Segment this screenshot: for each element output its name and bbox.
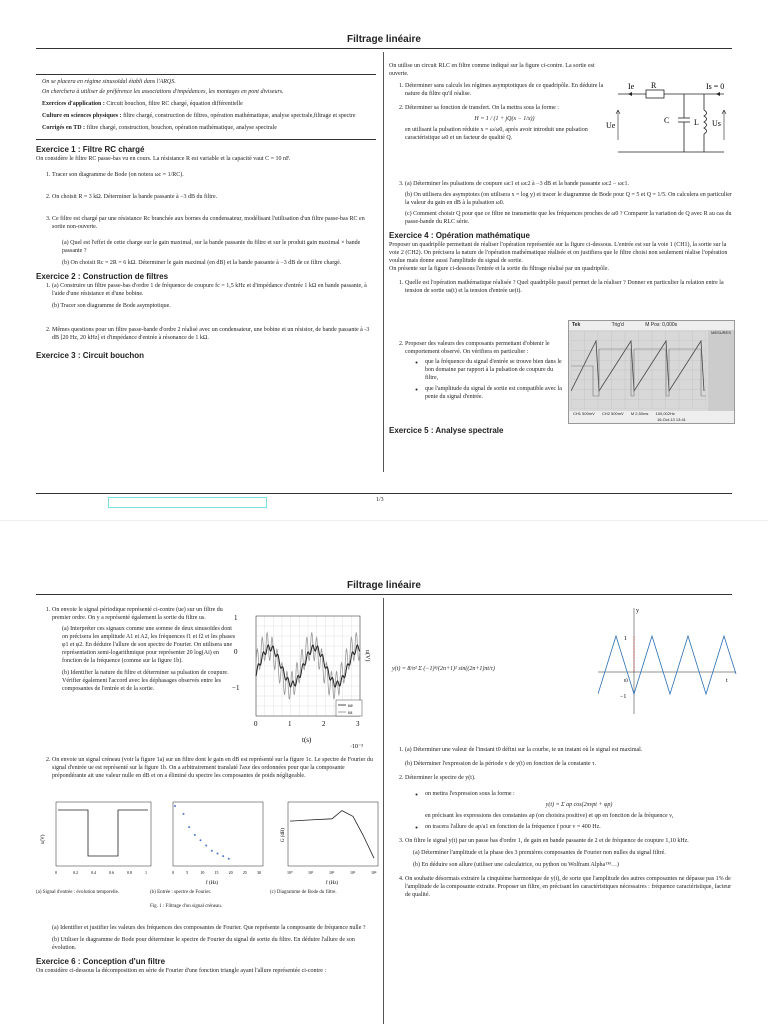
- main-x-exp: ·10⁻³: [350, 744, 363, 750]
- p2-right: [389, 746, 733, 905]
- spectrum-point: [174, 805, 176, 807]
- fourier-series: y(t) = 8/π² Σ (−1)ⁿ/(2n+1)² sin((2n+1)πt/τ): [392, 666, 495, 672]
- main-y-tick-m1: −1: [232, 684, 240, 692]
- p2-q2b: (b) Utiliser le diagramme de Bode pour déterminer le spectre de Fourier du signal de sortie du filtre. En déduire l'allure de son évolution.: [52, 937, 355, 951]
- ex2-q1b: (b) Tracer son diagramme de Bode asymptotique.: [52, 303, 171, 309]
- ex1-q3b: (b) On choisit Rc = 2R = 6 kΩ. Déterminer le gain maximal (en dB) et la bande passante à −3 dB de ce filtre chargé.: [62, 260, 342, 266]
- p2-left-top: [36, 606, 236, 699]
- ex6-intro: On considère ci-dessous la décomposition en série de Fourier d'une fonction triangle ayant l'allure représentée ci-contre :: [36, 968, 327, 974]
- scope-menu: MESURES: [708, 330, 734, 411]
- bode-x-tick: 10³: [350, 870, 356, 875]
- c-label: C: [664, 116, 670, 125]
- td-text: filtre chargé, construction, bouchon, opération mathématique, analyse spectrale: [86, 125, 277, 131]
- scope-grid: [571, 331, 706, 409]
- tri-xlabel: t: [726, 678, 728, 684]
- ex3-q2b: en utilisant la pulsation réduite x = ω/ω0, après avoir introduit une pulsation caractéristique ω0 et un facteur de qualité Q.: [405, 127, 588, 141]
- main-xlabel: t(s): [302, 736, 312, 744]
- p2-q1: 1. On envoie le signal périodique représenté ci-contre (ue) sur un filtre du premier ordre. On y a représenté également la sortie du filtre us. (a) Interpréter ces signaux comme une somme de deux sinusoïdes dont on précisera les amplitude A1 et A2, les fréquences f1 et f2 et les phases φ1 et φ2. En déduire l'allure de son spectre de Fourier. On utilisera une représentation semi-logarithmique pour représenter 20 log(Ai) en fonction de la fréquence (comme sur la figure 1b). (b) Identifier la nature du filtre et déterminer sa pulsation de coupure. Vérifier également l'accord avec les déphasages observés entre les composantes de l'entrée et de la sortie.: [52, 606, 236, 693]
- legend-us: us: [348, 711, 353, 716]
- ex3-q2: 2. Déterminer sa fonction de transfert. On la mettra sous la forme : H = 1 / (1 + jQ(x − 1/x)) en utilisant la pulsation réduite x = ω/ω0, après avoir introduit une pulsation caractéristique ω0 et un facteur de qualité Q.: [405, 104, 604, 142]
- app-text: Circuit bouchon, filtre RC chargé, équation différentielle: [106, 101, 243, 107]
- sp-x-tick: 5: [186, 870, 189, 875]
- r-q2: 2. Déterminer le spectre de y(t). ◦ on mettra l'expression sous la forme : y(t) = Σ ap cos(2πνpt + φp) en précisant les expressions des constantes ap (on choisira positive) et φp en fonction de la fréquence ν, ◦ on tracera l'allure de ap/a1 en fonction de la fréquence f pour ν = 400 Hz.: [405, 774, 733, 831]
- tri-t0: t0: [624, 679, 628, 684]
- spectrum-point: [217, 853, 219, 855]
- spectrum-point: [228, 858, 230, 860]
- figure-1-panels: [36, 798, 381, 888]
- ex2-q2: 2. Mêmes questions pour un filtre passe-bande d'ordre 2 réalisé avec un condensateur, une bobine et un résistor, de bande passante à -3 dB [20 Hz, 20 kHz] et d'impédance d'entrée à résonance de 1 kΩ.: [52, 326, 376, 342]
- spectrum-point: [222, 855, 224, 857]
- spectrum-point: [188, 826, 190, 828]
- main-x-tick-1: 1: [288, 720, 292, 728]
- bode-x-tick: 10²: [329, 870, 335, 875]
- r-formula: y(t) = Σ ap cos(2πνpt + φp): [545, 802, 613, 808]
- main-x-tick-2: 2: [322, 720, 326, 728]
- p2-q2a: (a) Identifier et justifier les valeurs des fréquences des composantes de Fourier. Que représente la composante de fréquence nulle ?: [52, 925, 366, 931]
- bode-x-tick: 10⁴: [371, 870, 377, 875]
- ie-label: Ie: [628, 82, 635, 91]
- sp-x-tick: 25: [242, 870, 247, 875]
- main-y-tick-1: 1: [234, 614, 238, 622]
- scope-date: 16-Oct-13 13:41: [657, 417, 686, 422]
- intro-line-1: On se placera en régime sinusoïdal établi dans l'ARQS.: [42, 79, 176, 85]
- ex1-q3a: (a) Quel est l'effet de cette charge sur le gain maximal, sur la bande passante du filtre et sur le produit gain maximal × bande passante ?: [62, 240, 361, 254]
- r-q1b: (b) Déterminer l'expression de la période ν de y(t) en fonction de la constante τ.: [405, 761, 596, 767]
- sp-x-tick: 10: [200, 870, 205, 875]
- r-q1: [405, 746, 733, 768]
- ex3-q1: 1. Déterminer sans calculs les régimes asymptotiques de ce quadripôle. En déduire la nature du filtre qu'il réalise.: [405, 82, 604, 98]
- r-q3a: (a) Déterminer l'amplitude et la phase des 3 premières composantes de Fourier non nulles du signal filtré.: [413, 850, 666, 856]
- column-divider-2: [383, 598, 384, 1024]
- intro-line-2: On cherchera à utiliser de préférence les associations d'impédances, les montages en pont diviseurs.: [42, 89, 284, 95]
- ex4-q1: 1. Quelle est l'opération mathématique réalisée ? Quel quadripôle passif permet de la réaliser ? Donner en particulier la relation entre la tension de sortie us(t) et la tension d'entrée ue(t).: [405, 279, 733, 295]
- ex3-title: Exercice 3 : Circuit bouchon: [36, 351, 145, 360]
- scope-brand: Tek: [572, 322, 581, 328]
- ex1-intro: On considère le filtre RC passe-bas vu en cours. La résistance R est variable et la capacité vaut C = 10 nF.: [36, 156, 291, 162]
- scope-ch2: CH2 500mV: [601, 411, 624, 416]
- scope-ch1: CH1 500mV: [573, 411, 595, 416]
- page-title: Filtrage linéaire: [36, 34, 732, 49]
- rlc-circuit-diagram: [606, 80, 734, 162]
- square-wave: [58, 810, 148, 856]
- sp-x-tick: 30: [257, 870, 261, 875]
- ex3-q3a: 3. (a) Déterminer les pulsations de coupure ωc1 et ωc2 à −3 dB et la bande passante ωc2 − ωc1.: [405, 181, 629, 187]
- scope-freq: 100,002Hz: [655, 411, 675, 416]
- r-b1b: en précisant les expressions des constantes ap (on choisira positive) et φp en fonction de la fréquence ν,: [425, 813, 674, 819]
- bode-x-tick: 10¹: [308, 870, 314, 875]
- sq-x-tick: 0.8: [127, 870, 132, 875]
- sq-x-tick: 0: [55, 870, 57, 875]
- ex4-q2: 2. Proposer des valeurs des composants permettant d'obtenir le comportement observé. On vérifiera en particulier : ◦ que la fréquence du signal d'entrée se trouve bien dans le bon domaine par rapport à la pulsation de coupure du filtre, ◦ que l'amplitude du signal de sortie est compatible avec la pente du signal d'entrée.: [405, 340, 564, 401]
- page-footer-line: [36, 493, 732, 494]
- page-gap: [0, 520, 768, 571]
- main-ylabel: u(V): [364, 650, 370, 662]
- p2-left-bottom: [36, 918, 376, 975]
- triangle-chart: [598, 604, 738, 724]
- p2-q1a: (a) Interpréter ces signaux comme une somme de deux sinusoïdes dont on précisera les amplitude A1 et A2, les fréquences f1 et f2 et les phases φ1 et φ2. En déduire l'allure de son spectre de Fourier. On utilisera une représentation semi-logarithmique pour représenter 20 log(Ai) en fonction de la fréquence (comme sur la figure 1b).: [62, 626, 236, 664]
- ex4-title: Exercice 4 : Opération mathématique: [389, 231, 530, 240]
- main-y-tick-0: 0: [234, 648, 238, 656]
- sp-x-tick: 20: [228, 870, 233, 875]
- culture-text: filtre chargé, construction de filtres, opération mathématique, analyse spectrale,filtrage et spectre: [123, 113, 356, 119]
- spectrum-point: [205, 845, 207, 847]
- bode-x-tick: 10⁰: [287, 870, 293, 875]
- l-label: L: [694, 118, 699, 127]
- bode-curve: [290, 811, 374, 859]
- spectrum-point: [200, 839, 202, 841]
- ex4-intro: Proposer un quadripôle permettant de réaliser l'opération représentée sur la figure ci-dessous. L'entrée est sur la voie 1 (CH1), la sortie sur la voie 2 (CH2). On précisera la nature de l'opération mathématique réalisée et on justifiera que le filtre choisi non seulement réalise l'opération voulue mais donne aussi l'amplitude du signal de sortie.: [389, 242, 728, 264]
- app-label: Exercices d'application :: [42, 101, 105, 107]
- page-link-box[interactable]: [108, 497, 267, 508]
- sq-x-tick: 0.4: [91, 870, 96, 875]
- caption-c: (c) Diagramme de Bode du filtre.: [270, 890, 337, 895]
- main-x-tick-0: 0: [254, 720, 258, 728]
- scope-footer: [569, 411, 734, 423]
- ex4-bullet-1: ◦ que la fréquence du signal d'entrée se trouve bien dans le bon domaine par rapport à la pulsation de coupure du filtre,: [425, 358, 564, 382]
- ex1-title: Exercice 1 : Filtre RC chargé: [36, 145, 145, 154]
- sp-x-tick: 0: [172, 870, 174, 875]
- tri-y-tick-m1: −1: [620, 694, 627, 700]
- sq-x-tick: 1: [145, 870, 147, 875]
- page-title-2: Filtrage linéaire: [36, 580, 732, 595]
- r-q3: 3. On filtre le signal y(t) par un passe bas d'ordre 1, de gain en bande passante de 2 et de fréquence de coupure 1,10 kHz. (a) Déterminer l'amplitude et la phase des 3 premières composantes de Fourier non nulles du signal filtré. (b) En déduire son allure (utiliser une calculatrice, ou python ou Wolfram Alpha™…): [405, 837, 733, 869]
- spectrum-point: [211, 850, 213, 852]
- ex6-title: Exercice 6 : Conception d'un filtre: [36, 957, 166, 966]
- sq-x-tick: 0.2: [73, 870, 78, 875]
- ex3-q3b: (b) On utilisera des asymptotes (on utilisera x = log y) et tracer le diagramme de Bode pour Q = 5 et Q = 1/5. On calculera en particulier la valeur du gain en dB à la pulsation ω0.: [405, 192, 732, 206]
- sp-x-tick: 15: [214, 870, 219, 875]
- bode-xlabel: f (Hz): [326, 881, 339, 886]
- sq-x-tick: 0.6: [109, 870, 114, 875]
- p2-q2: 2. On envoie un signal créneau (voir la figure 1a) sur un filtre dont le gain en dB est représenté sur la figure 1c. Le spectre de Fourier du signal d'entrée ue est représenté sur la figure 1b. On a arbitrairement translaté l'axe des ordonnées pour que la composante prépondérante ait une valeur nulle en dB et on a éliminé du spectre les composantes de poids négligeable.: [52, 756, 376, 780]
- ex1-q2: 2. On choisit R = 3 kΩ. Déterminer la bande passante à −3 dB du filtre.: [52, 193, 376, 209]
- td-label: Corrigés en TD :: [42, 125, 86, 131]
- ex1-q1: 1. Tracer son diagramme de Bode (on notera ωc = 1/RC).: [52, 171, 376, 187]
- ue-label: Ue: [606, 121, 616, 130]
- scope-traces: [571, 331, 706, 409]
- r-q4: 4. On souhaite désormais extraire la cinquième harmonique de y(t), de sorte que l'amplitude des autres composantes ne dépasse pas 1% de l'amplitude de la composante extraite. Proposer un filtre, en précisant les caractéristiques nécessaires : fréquence caractéristique, facteur de qualité.: [405, 875, 733, 899]
- sq-ylabel: u(V): [41, 834, 46, 844]
- r-label: R: [651, 81, 657, 90]
- scope-time: M 2,50ms: [630, 411, 649, 416]
- scope-header: [569, 321, 734, 330]
- transfer-formula: H = 1 / (1 + jQ(x − 1/x)): [474, 116, 535, 122]
- right-column-top: [389, 62, 604, 148]
- left-column: [36, 74, 376, 361]
- triangle-wave: [598, 636, 736, 694]
- p2-left-mid: [36, 756, 376, 786]
- right-column-bottom: [389, 340, 564, 407]
- scope-pos: M Pos: 0,000s: [645, 322, 678, 328]
- ex3-intro: On utilise un circuit RLC en filtre comme indiqué sur la figure ci-contre. La sortie est ouverte.: [389, 63, 595, 77]
- r-q3b: (b) En déduire son allure (utiliser une calculatrice, ou python ou Wolfram Alpha™…): [413, 862, 620, 868]
- oscilloscope-screen: [568, 320, 735, 424]
- ex3-q3: [405, 180, 733, 226]
- ex2-title: Exercice 2 : Construction de filtres: [36, 272, 169, 281]
- signal-chart: [232, 608, 380, 756]
- ex4-intro2: On présente sur la figure ci-dessous l'entrée et la sortie du filtrage réalisé par un quadripôle.: [389, 266, 609, 272]
- r-b2: ◦ on tracera l'allure de ap/a1 en fonction de la fréquence f pour ν = 400 Hz.: [425, 823, 733, 831]
- spectrum-point: [183, 813, 185, 815]
- ex4-bullet-2: ◦ que l'amplitude du signal de sortie est compatible avec la pente du signal d'entrée.: [425, 385, 564, 401]
- main-x-tick-3: 3: [356, 720, 360, 728]
- ex5-title: Exercice 5 : Analyse spectrale: [389, 426, 504, 435]
- us-label: Us: [712, 119, 721, 128]
- page-2: [0, 570, 768, 1024]
- ex2-q1a: 1. (a) Construire un filtre passe-bas d'ordre 1 de fréquence de coupure fc = 1,5 kHz et d'impédance d'entrée 1 kΩ en bande passante, à l'aide d'une résistance et d'une bobine.: [52, 283, 367, 297]
- column-divider: [383, 52, 384, 472]
- caption-a: (a) Signal d'entrée : évolution temporelle.: [36, 890, 120, 895]
- bode-ylabel: G (dB): [281, 827, 286, 842]
- ex1-q3: 3. Ce filtre est chargé par une résistance Rc branchée aux bornes du condensateur, modélisant l'utilisation d'un filtre passe-bas RC en sortie non-ouverte. (a) Quel est l'effet de cette charge sur le gain maximal, sur la bande passante du filtre et sur le produit gain maximal × bande passante ? (b) On choisit Rc = 2R = 6 kΩ. Déterminer le gain maximal (en dB) et la bande passante à −3 dB de ce filtre chargé.: [52, 215, 376, 267]
- p2-q1b: (b) Identifier la nature du filtre et déterminer sa pulsation de coupure. Vérifier également l'accord avec les déphasages observés entre les composantes de l'entrée et de la sortie.: [62, 670, 229, 692]
- culture-label: Culture en sciences physiques :: [42, 113, 122, 119]
- ex3-q3c: (c) Comment choisir Q pour que ce filtre ne transmette que les fréquences proches de ω0 ? Comparer la variation de Q avec R au cas du passe-bande du RLC série.: [405, 211, 732, 225]
- sp-xlabel: f (Hz): [206, 881, 219, 886]
- tri-y-tick-1: 1: [624, 636, 627, 642]
- ex2-q1: [52, 282, 376, 320]
- spectrum-point: [194, 834, 196, 836]
- r-q1a: 1. (a) Déterminer une valeur de l'instant t0 défini sur la courbe, ie un instant où le signal est maximal.: [405, 747, 643, 753]
- is-label: Is = 0: [706, 82, 725, 91]
- page-number: 1/3: [376, 497, 384, 503]
- tri-ylabel: y: [636, 608, 639, 614]
- legend-ue: ue: [348, 704, 353, 709]
- figure-caption: Fig. 1 : Filtrage d'un signal créneau.: [150, 904, 222, 909]
- caption-b: (b) Entrée : spectre de Fourier.: [150, 890, 212, 895]
- scope-state: Trig'd: [611, 322, 624, 328]
- right-column-mid: [389, 180, 733, 301]
- intro-box: [36, 74, 376, 140]
- r-b1: ◦ on mettra l'expression sous la forme : y(t) = Σ ap cos(2πνpt + φp) en précisant les expressions des constantes ap (on choisira positive) et φp en fonction de la fréquence ν,: [425, 790, 733, 820]
